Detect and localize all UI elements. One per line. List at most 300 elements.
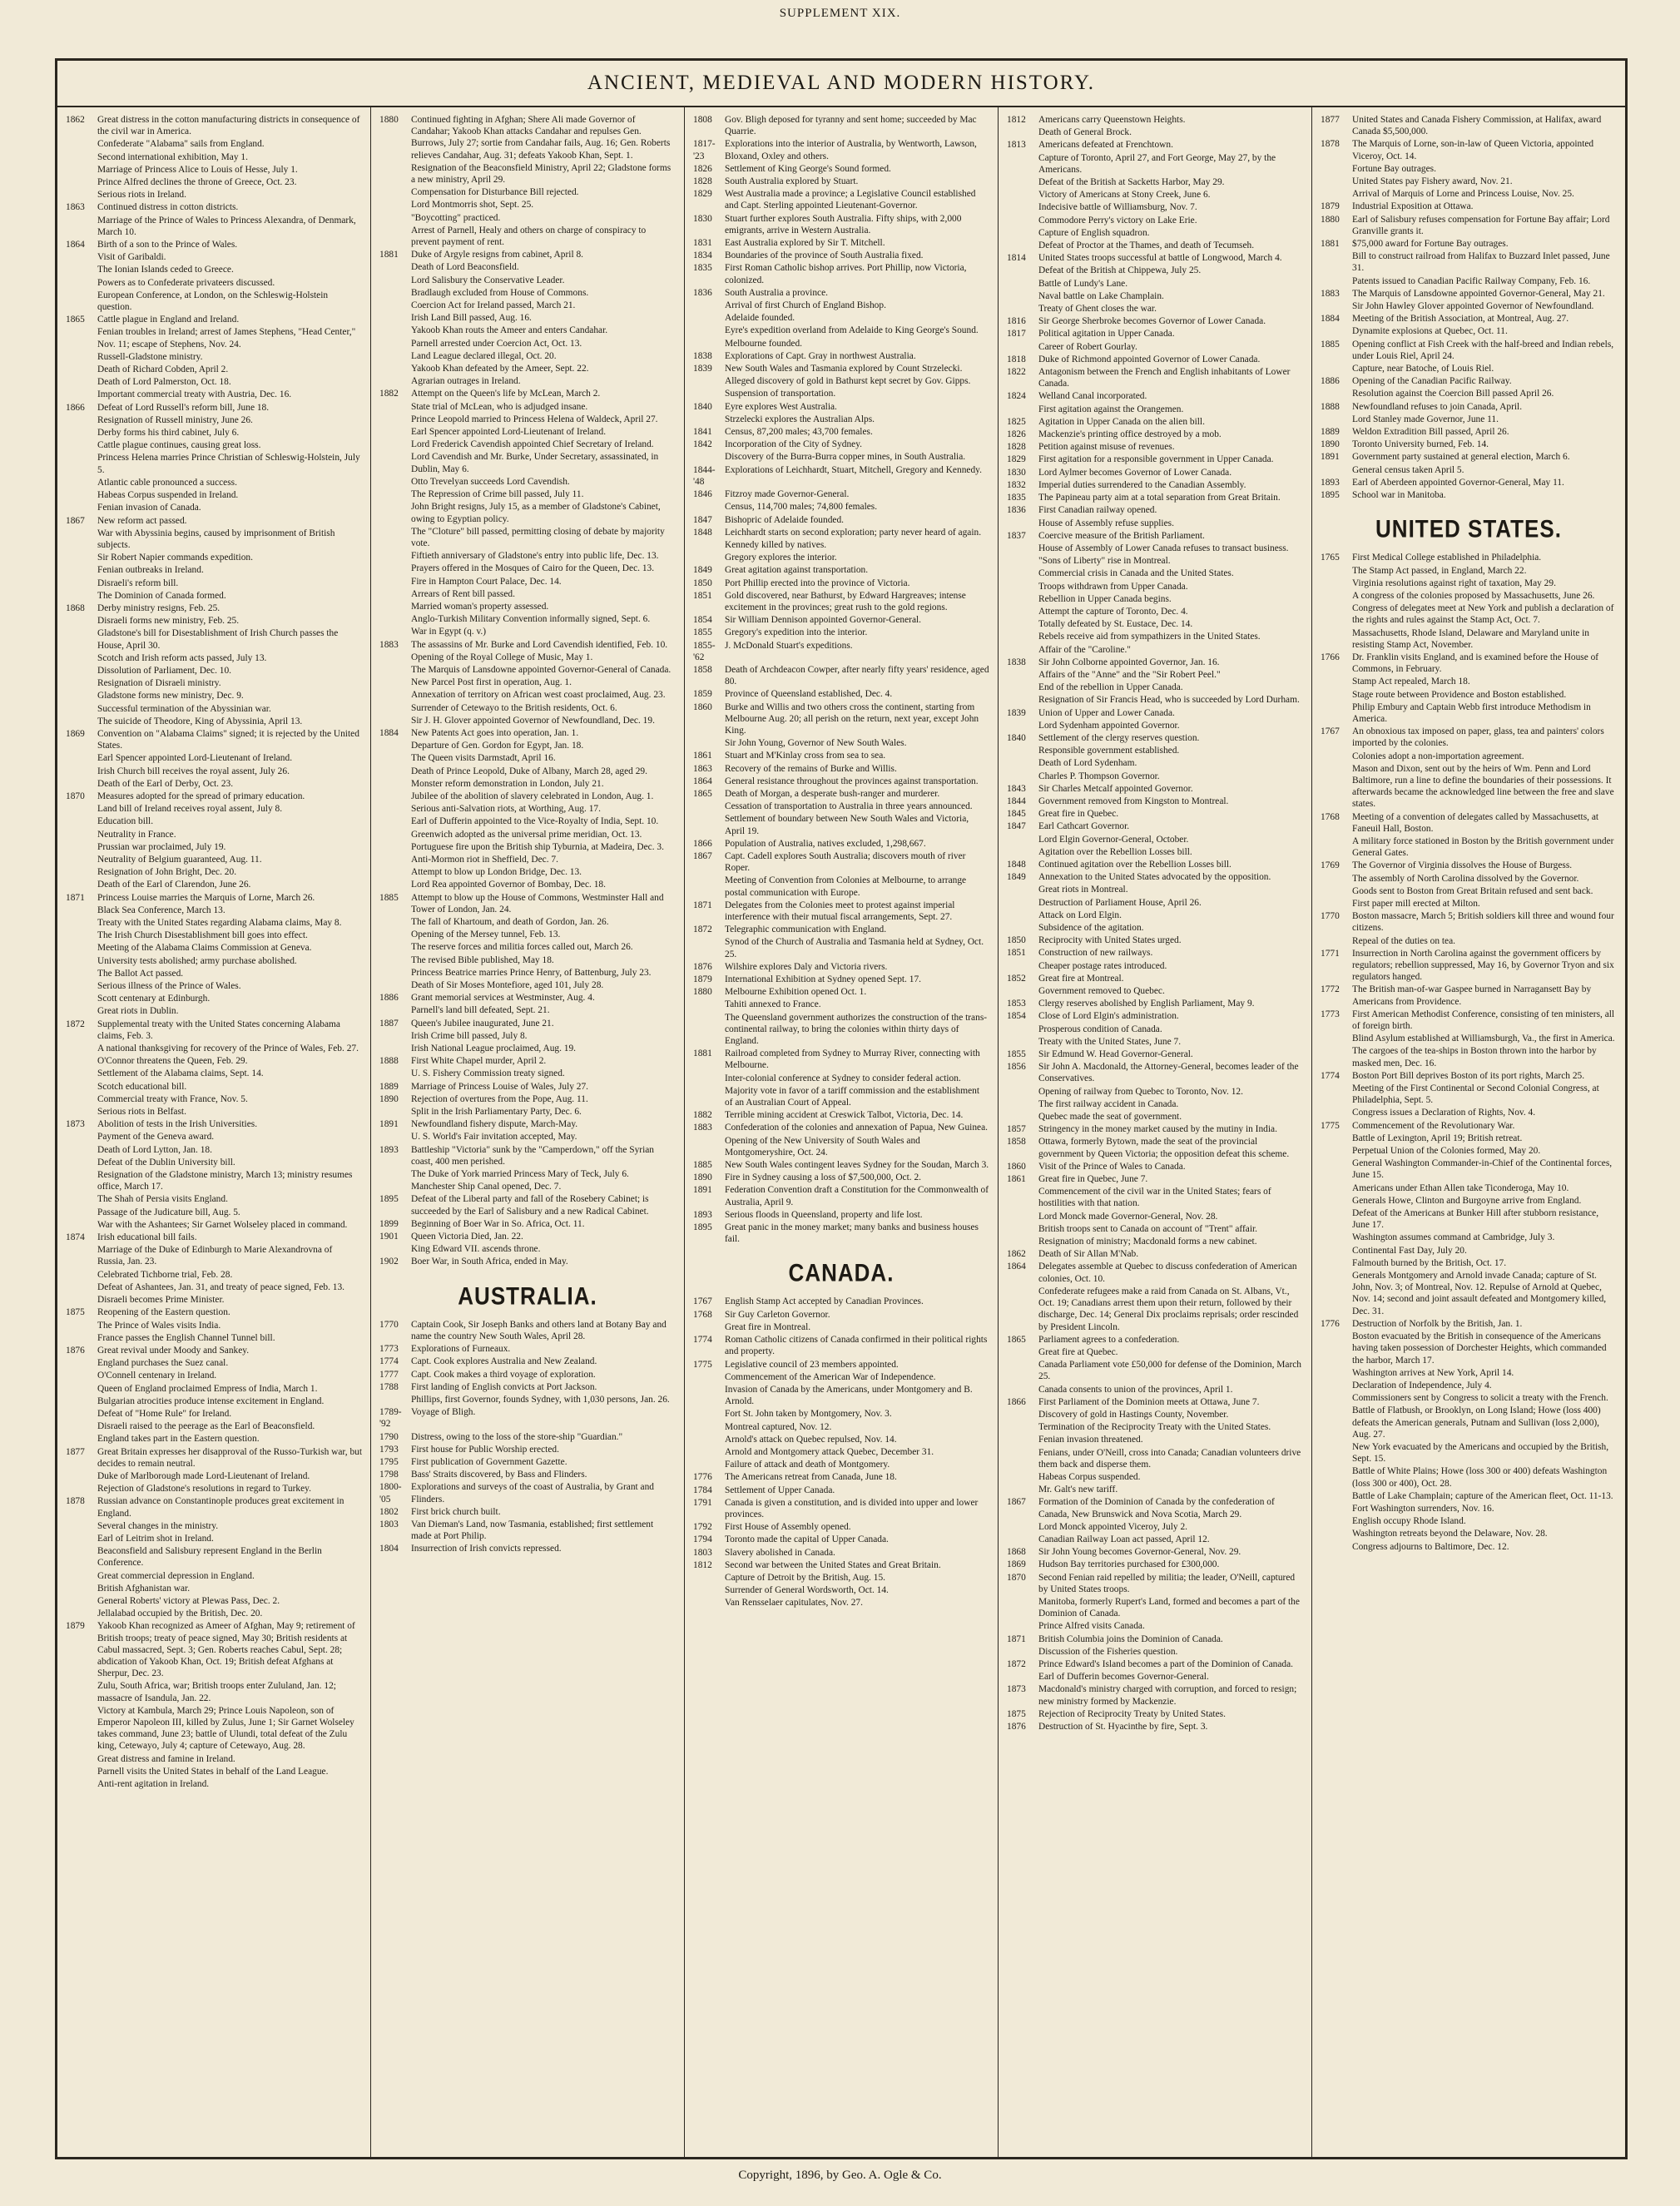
- entry-text: Capt. Cook makes a third voyage of exploration.: [411, 1369, 596, 1380]
- history-entry: [66, 215, 362, 238]
- entry-year: 1817: [1007, 329, 1026, 340]
- entry-year: 1891: [693, 1185, 712, 1196]
- history-entry: [693, 850, 989, 874]
- history-entry: [1007, 910, 1303, 921]
- history-entry: [1007, 1447, 1303, 1470]
- entry-year: [1321, 1158, 1352, 1181]
- entry-year: [1007, 1471, 1038, 1483]
- history-entry: [379, 476, 676, 488]
- entry-text: Irish National League proclaimed, Aug. 19.: [411, 1044, 577, 1054]
- history-entry: [1007, 834, 1303, 845]
- entry-text: Several changes in the ministry.: [97, 1520, 219, 1531]
- entry-year: [379, 715, 411, 726]
- history-entry: [1007, 1286, 1303, 1333]
- entry-year: 1876: [693, 961, 712, 972]
- entry-text: The Marquis of Lorne, son-in-law of Queen Victoria, appointed Viceroy, Oct. 14.: [1352, 139, 1594, 161]
- history-entry: [66, 314, 362, 325]
- entry-text: Sir Edmund W. Head Governor-General.: [1038, 1049, 1193, 1060]
- history-entry: [693, 640, 989, 663]
- entry-text: United States and Canada Fishery Commission, at Halifax, award Canada $5,500,000.: [1352, 115, 1602, 137]
- entry-year: 1789-'92: [379, 1407, 402, 1430]
- entry-text: First Medical College established in Philadelphia.: [1352, 553, 1542, 563]
- entry-year: [1007, 1620, 1038, 1632]
- entry-year: [1007, 1236, 1038, 1247]
- entry-text: A national thanksgiving for recovery of the Prince of Wales, Feb. 27.: [97, 1044, 359, 1054]
- history-entry: [1321, 860, 1617, 871]
- entry-year: [66, 1533, 97, 1544]
- entry-text: Stage route between Providence and Boston established.: [1352, 689, 1567, 700]
- entry-text: Married woman's property assessed.: [411, 601, 549, 612]
- history-entry: [693, 350, 989, 362]
- entry-year: [693, 1408, 725, 1420]
- history-entry: [66, 1306, 362, 1318]
- entry-text: Serious anti-Salvation riots, at Worthing, Aug. 17.: [411, 804, 601, 815]
- history-entry: [66, 1005, 362, 1017]
- entry-year: [66, 1294, 97, 1306]
- history-entry: [66, 905, 362, 916]
- entry-year: 1880: [1321, 214, 1340, 225]
- history-entry: [693, 1371, 989, 1383]
- entry-year: [1007, 1521, 1038, 1533]
- entry-year: [1007, 265, 1038, 276]
- entry-year: [1321, 590, 1352, 602]
- entry-year: 1880: [693, 987, 712, 998]
- history-entry: [693, 1296, 989, 1307]
- entry-text: Subsidence of the agitation.: [1038, 923, 1144, 933]
- entry-year: 1882: [693, 1110, 712, 1121]
- entry-year: [66, 1520, 97, 1532]
- history-entry: [379, 929, 676, 940]
- entry-year: [379, 588, 411, 600]
- history-entry: [379, 866, 676, 878]
- entry-text: Monster reform demonstration in London, July 21.: [411, 778, 604, 789]
- history-entry: [66, 1294, 362, 1306]
- history-entry: [1321, 1392, 1617, 1404]
- entry-text: Failure of attack and death of Montgomery.: [725, 1460, 890, 1470]
- history-entry: [379, 451, 676, 474]
- entry-year: 1883: [693, 1123, 712, 1133]
- entry-text: Serious riots in Ireland.: [97, 190, 186, 201]
- history-entry: [1321, 176, 1617, 187]
- history-entry: [1321, 1070, 1617, 1082]
- entry-year: [379, 1243, 411, 1255]
- history-entry: [379, 1004, 676, 1016]
- entry-text: English occupy Rhode Island.: [1352, 1516, 1466, 1527]
- entry-text: Arnold's attack on Quebec repulsed, Nov. 14.: [725, 1434, 897, 1445]
- entry-year: [693, 539, 725, 551]
- entry-year: [379, 186, 411, 198]
- entry-year: [66, 189, 97, 201]
- entry-text: Convention on "Alabama Claims" signed; it is rejected by the United States.: [97, 728, 359, 751]
- entry-year: [1321, 1367, 1352, 1379]
- entry-text: Hudson Bay territories purchased for £300,000.: [1038, 1559, 1220, 1570]
- entry-text: The Repression of Crime bill passed, July 11.: [411, 489, 584, 500]
- history-entry: [1007, 1346, 1303, 1358]
- history-entry: [66, 1219, 362, 1231]
- history-entry: [379, 892, 676, 915]
- entry-year: [66, 290, 97, 313]
- history-entry: [1007, 720, 1303, 731]
- entry-year: [1007, 1211, 1038, 1222]
- entry-text: Political agitation in Upper Canada.: [1038, 329, 1175, 340]
- entry-text: Annexation of territory on African west coast proclaimed, Aug. 23.: [411, 690, 666, 701]
- entry-year: [1321, 873, 1352, 885]
- history-entry: [379, 1543, 676, 1554]
- entry-text: End of the rebellion in Upper Canada.: [1038, 682, 1183, 693]
- history-entry: [693, 439, 989, 450]
- entry-text: South Australia explored by Stuart.: [725, 176, 859, 187]
- entry-text: Opening of railway from Quebec to Toronto, Nov. 12.: [1038, 1086, 1243, 1097]
- entry-year: [1321, 1207, 1352, 1231]
- entry-text: Wilshire explores Daly and Victoria rivers.: [725, 961, 888, 972]
- history-entry: [379, 639, 676, 651]
- history-entry: [1321, 275, 1617, 287]
- entry-text: Death of Lord Lytton, Jan. 18.: [97, 1144, 212, 1155]
- entry-year: [379, 1106, 411, 1118]
- history-entry: [379, 526, 676, 549]
- history-entry: [66, 1446, 362, 1470]
- entry-text: First landing of English convicts at Port Jackson.: [411, 1381, 597, 1392]
- entry-text: Boundaries of the province of South Australia fixed.: [725, 250, 924, 261]
- entry-year: 1879: [1321, 201, 1340, 212]
- history-entry: [1321, 439, 1617, 450]
- history-entry: [66, 1595, 362, 1607]
- history-entry: [1007, 1048, 1303, 1060]
- history-entry: [1007, 315, 1303, 327]
- history-entry: [1321, 138, 1617, 161]
- entry-text: Yakoob Khan routs the Ameer and enters Candahar.: [411, 325, 608, 336]
- entry-text: Toronto made the capital of Upper Canada.: [725, 1534, 889, 1545]
- history-entry: [66, 364, 362, 375]
- history-entry: [1007, 581, 1303, 592]
- entry-text: Disraeli raised to the peerage as the Earl of Beaconsfield.: [97, 1421, 315, 1432]
- history-entry: [379, 1369, 676, 1381]
- history-entry: [379, 212, 676, 224]
- entry-year: 1895: [379, 1194, 399, 1205]
- entry-text: Cattle plague in England and Ireland.: [97, 315, 240, 325]
- entry-text: Fenian outbreaks in Ireland.: [97, 565, 204, 576]
- history-entry: [1007, 846, 1303, 858]
- history-entry: [66, 968, 362, 979]
- history-entry: [379, 1406, 676, 1430]
- history-entry: [693, 838, 989, 850]
- entry-text: Fenian troubles in Ireland; arrest of James Stephens, "Head Center," Nov. 11; escape of Stephens, Nov. 24.: [97, 327, 356, 349]
- entry-text: Congress adjourns to Baltimore, Dec. 12.: [1352, 1541, 1509, 1552]
- entry-year: [1321, 578, 1352, 589]
- entry-year: 1798: [379, 1470, 399, 1480]
- entry-year: [1007, 1434, 1038, 1445]
- history-entry: [66, 917, 362, 929]
- entry-text: O'Connor threatens the Queen, Feb. 29.: [97, 1056, 248, 1067]
- entry-text: Defeat of Proctor at the Thames, and death of Tecumseh.: [1038, 240, 1255, 251]
- entry-text: Canada consents to union of the provinces, April 1.: [1038, 1384, 1233, 1395]
- entry-year: 1856: [1007, 1062, 1026, 1073]
- entry-year: [1007, 290, 1038, 302]
- history-entry: [1007, 252, 1303, 264]
- entry-text: First House of Assembly opened.: [725, 1522, 851, 1533]
- entry-text: Princess Louise marries the Marquis of Lorne, March 26.: [97, 892, 315, 903]
- entry-text: Parnell's land bill defeated, Sept. 21.: [411, 1005, 550, 1016]
- entry-year: 1858: [693, 664, 712, 675]
- entry-year: 1849: [1007, 872, 1026, 883]
- history-entry: [1321, 1528, 1617, 1539]
- entry-year: [1007, 834, 1038, 845]
- history-entry: [1007, 530, 1303, 542]
- entry-text: Cattle plague continues, causing great loss.: [97, 440, 261, 451]
- entry-year: 1802: [379, 1506, 399, 1517]
- entry-text: Great agitation against transportation.: [725, 565, 869, 576]
- entry-text: Toronto University burned, Feb. 14.: [1352, 439, 1489, 450]
- history-entry: [66, 1232, 362, 1243]
- entry-year: [693, 1434, 725, 1445]
- history-entry: [379, 225, 676, 248]
- entry-text: Rebels receive aid from sympathizers in the United States.: [1038, 632, 1261, 642]
- entry-text: Lord Salisbury the Conservative Leader.: [411, 275, 565, 285]
- entry-text: The Stamp Act passed, in England, March 22.: [1352, 565, 1527, 576]
- entry-text: Mason and Dixon, sent out by the heirs of Wm. Penn and Lord Baltimore, run a line to define the boundaries of their possessions. It afterwards became the acknowledged line between the free and slave states.: [1352, 763, 1614, 810]
- entry-year: [693, 1459, 725, 1470]
- entry-text: Arnold and Montgomery attack Quebec, December 31.: [725, 1446, 934, 1457]
- entry-text: Settlement of the clergy reserves question.: [1038, 732, 1200, 743]
- history-entry: [1321, 401, 1617, 413]
- entry-text: Washington assumes command at Cambridge, July 3.: [1352, 1232, 1555, 1243]
- history-entry: [1321, 464, 1617, 476]
- entry-year: 1784: [693, 1485, 712, 1495]
- history-entry: [1007, 1633, 1303, 1645]
- history-entry: [379, 1144, 676, 1167]
- entry-text: East Australia explored by Sir T. Mitchell.: [725, 238, 885, 249]
- entry-year: [1007, 1447, 1038, 1470]
- entry-text: Greenwich adopted as the universal prime meridian, Oct. 13.: [411, 829, 642, 840]
- history-entry: [379, 1193, 676, 1217]
- entry-text: Serious floods in Queensland, property and life lost.: [725, 1209, 923, 1220]
- history-entry: [66, 1320, 362, 1331]
- entry-year: [1007, 1098, 1038, 1110]
- history-entry: [66, 1269, 362, 1281]
- history-entry: [1321, 578, 1617, 589]
- entry-year: [1321, 1133, 1352, 1144]
- history-entry: [1007, 897, 1303, 909]
- entry-year: 1814: [1007, 253, 1026, 264]
- entry-text: Roman Catholic citizens of Canada confirmed in their political rights and property.: [725, 1335, 988, 1357]
- entry-text: Lord Rea appointed Governor of Bombay, Dec. 18.: [411, 880, 606, 890]
- entry-year: [379, 550, 411, 562]
- entry-year: 1867: [693, 850, 712, 861]
- entry-year: [66, 151, 97, 163]
- entry-year: [693, 1421, 725, 1433]
- entry-year: 1868: [1007, 1547, 1026, 1558]
- history-entry: [693, 1048, 989, 1071]
- history-entry: [693, 527, 989, 538]
- history-entry: [1321, 363, 1617, 374]
- history-entry: [1007, 771, 1303, 782]
- history-entry: [1321, 1465, 1617, 1489]
- entry-text: Voyage of Bligh.: [411, 1407, 476, 1418]
- history-entry: [379, 689, 676, 701]
- entry-text: Earl of Salisbury refuses compensation for Fortune Bay affair; Lord Granville grants it.: [1352, 214, 1610, 236]
- entry-text: Affairs of the "Anne" and the "Sir Robert Peel.": [1038, 669, 1221, 680]
- history-entry: [379, 388, 676, 399]
- entry-year: [379, 350, 411, 362]
- history-entry: [379, 702, 676, 714]
- entry-text: Disraeli's reform bill.: [97, 578, 179, 588]
- entry-text: Attempt to blow up the House of Commons, Westminster Hall and Tower of London, Jan. 24.: [411, 892, 664, 915]
- history-entry: [693, 1172, 989, 1183]
- history-entry: [66, 164, 362, 176]
- entry-text: Great fire at Quebec.: [1038, 1346, 1118, 1357]
- history-entry: [379, 249, 676, 260]
- entry-text: Bishopric of Adelaide founded.: [725, 514, 844, 525]
- entry-text: Tahiti annexed to France.: [725, 999, 821, 1010]
- entry-year: 1830: [693, 213, 712, 224]
- entry-year: [379, 916, 411, 928]
- entry-text: England purchases the Suez canal.: [97, 1358, 229, 1369]
- history-entry: [66, 1705, 362, 1752]
- history-entry: [1007, 1086, 1303, 1098]
- entry-year: 1895: [1321, 490, 1340, 501]
- entry-year: 1824: [1007, 391, 1026, 402]
- entry-year: 1818: [1007, 354, 1026, 364]
- entry-year: 1877: [66, 1446, 85, 1457]
- entry-year: [1321, 1270, 1352, 1317]
- entry-year: [66, 1144, 97, 1156]
- entry-text: Affair of the "Caroline.": [1038, 644, 1131, 655]
- entry-year: 1855: [1007, 1049, 1026, 1060]
- history-entry: [693, 763, 989, 775]
- entry-text: Prosperous condition of Canada.: [1038, 1024, 1162, 1034]
- entry-year: [1321, 250, 1352, 274]
- entry-text: Sir John Hawley Glover appointed Governor of Newfoundland.: [1352, 301, 1594, 312]
- history-frame: [55, 58, 1628, 2159]
- entry-text: Inter-colonial conference at Sydney to consider federal action.: [725, 1073, 961, 1083]
- entry-text: Gregory explores the interior.: [725, 553, 837, 563]
- entry-year: 1868: [66, 602, 85, 613]
- entry-year: [66, 138, 97, 150]
- entry-year: [1007, 897, 1038, 909]
- entry-text: Supplemental treaty with the United States concerning Alabama claims, Feb. 3.: [97, 1019, 340, 1041]
- entry-text: Capture, near Batoche, of Louis Riel.: [1352, 364, 1494, 374]
- entry-year: 1875: [1007, 1708, 1026, 1719]
- entry-year: [379, 300, 411, 311]
- entry-text: O'Connell centenary in Ireland.: [97, 1371, 217, 1381]
- history-entry: [1321, 250, 1617, 274]
- entry-year: [379, 287, 411, 299]
- entry-year: [66, 993, 97, 1004]
- entry-text: United States pay Fishery award, Nov. 21.: [1352, 176, 1513, 187]
- entry-year: 1836: [693, 287, 712, 298]
- history-entry: [693, 737, 989, 749]
- history-entry: [66, 439, 362, 451]
- history-entry: [379, 954, 676, 966]
- entry-year: 1860: [1007, 1161, 1026, 1172]
- entry-text: Resignation of John Bright, Dec. 20.: [97, 867, 237, 878]
- history-entry: [1007, 682, 1303, 693]
- history-entry: [379, 426, 676, 438]
- entry-year: [1007, 1359, 1038, 1382]
- entry-year: [66, 1005, 97, 1017]
- entry-year: [379, 576, 411, 587]
- entry-year: 1843: [1007, 783, 1026, 794]
- page-title: ANCIENT, MEDIEVAL AND MODERN HISTORY.: [57, 61, 1625, 107]
- history-entry: [66, 1766, 362, 1777]
- entry-year: [1321, 1405, 1352, 1440]
- entry-year: [379, 526, 411, 549]
- entry-text: Defeat of the British at Chippewa, July 25.: [1038, 265, 1202, 276]
- history-entry: [693, 213, 989, 236]
- entry-year: 1776: [693, 1472, 712, 1483]
- entry-text: Payment of the Geneva award.: [97, 1132, 215, 1143]
- entry-year: [1321, 1107, 1352, 1118]
- history-entry: [1007, 1521, 1303, 1533]
- history-entry: [66, 290, 362, 313]
- history-entry: [379, 1030, 676, 1042]
- entry-year: 1850: [1007, 935, 1026, 946]
- entry-text: The Marquis of Lansdowne appointed Governor-General, May 21.: [1352, 288, 1605, 299]
- entry-year: [1007, 757, 1038, 769]
- entry-year: [66, 1131, 97, 1143]
- entry-year: [693, 338, 725, 349]
- history-entry: [1321, 325, 1617, 337]
- entry-year: [693, 312, 725, 324]
- entry-year: [1007, 771, 1038, 782]
- history-entry: [1321, 1133, 1617, 1144]
- entry-text: Death of Lord Palmerston, Oct. 18.: [97, 377, 231, 388]
- entry-year: [1007, 985, 1038, 997]
- history-entry: [1321, 726, 1617, 749]
- entry-year: [1321, 602, 1352, 626]
- entry-text: Lord Cavendish and Mr. Burke, Under Secretary, assassinated, in Dublin, May 6.: [411, 452, 659, 474]
- entry-year: [693, 300, 725, 311]
- history-entry: [693, 388, 989, 399]
- column-3: [685, 107, 999, 2157]
- entry-text: Newfoundland refuses to join Canada, April.: [1352, 401, 1523, 412]
- entry-text: The assembly of North Carolina dissolved by the Governor.: [1352, 873, 1579, 884]
- entry-text: Agrarian outrages in Ireland.: [411, 376, 521, 387]
- entry-text: Explorations of Furneaux.: [411, 1344, 511, 1355]
- entry-year: [379, 815, 411, 827]
- history-entry: [66, 1533, 362, 1544]
- entry-text: Massachusetts, Rhode Island, Delaware and Maryland unite in resisting Stamp Act, November.: [1352, 627, 1590, 650]
- history-entry: [66, 552, 362, 563]
- entry-text: Earl Spencer appointed Lord-Lieutenant of Ireland.: [411, 427, 607, 438]
- entry-text: Earl of Leitrim shot in Ireland.: [97, 1533, 214, 1544]
- entry-text: Generals Howe, Clinton and Burgoyne arrive from England.: [1352, 1195, 1582, 1206]
- entry-year: 1862: [1007, 1249, 1026, 1260]
- history-entry: [66, 752, 362, 764]
- history-entry: [1007, 555, 1303, 567]
- entry-text: Queen Victoria Died, Jan. 22.: [411, 1232, 523, 1242]
- history-entry: [66, 1395, 362, 1407]
- history-entry: [693, 338, 989, 349]
- history-entry: [379, 1018, 676, 1029]
- entry-year: [1007, 1346, 1038, 1358]
- entry-year: 1871: [66, 892, 85, 903]
- entry-year: [1007, 152, 1038, 176]
- entry-year: 1828: [1007, 442, 1026, 453]
- history-entry: [379, 186, 676, 198]
- entry-text: The Shah of Persia visits England.: [97, 1194, 228, 1205]
- entry-year: 1864: [693, 776, 712, 786]
- history-entry: [1007, 366, 1303, 389]
- entry-text: Settlement of boundary between New South Wales and Victoria, April 19.: [725, 814, 969, 836]
- entry-year: 1774: [379, 1356, 399, 1367]
- history-entry: [66, 277, 362, 289]
- entry-text: Successful termination of the Abyssinian war.: [97, 703, 271, 714]
- history-entry: [693, 1384, 989, 1407]
- entry-year: [1321, 1441, 1352, 1465]
- history-entry: [1007, 139, 1303, 151]
- history-entry: [1007, 278, 1303, 290]
